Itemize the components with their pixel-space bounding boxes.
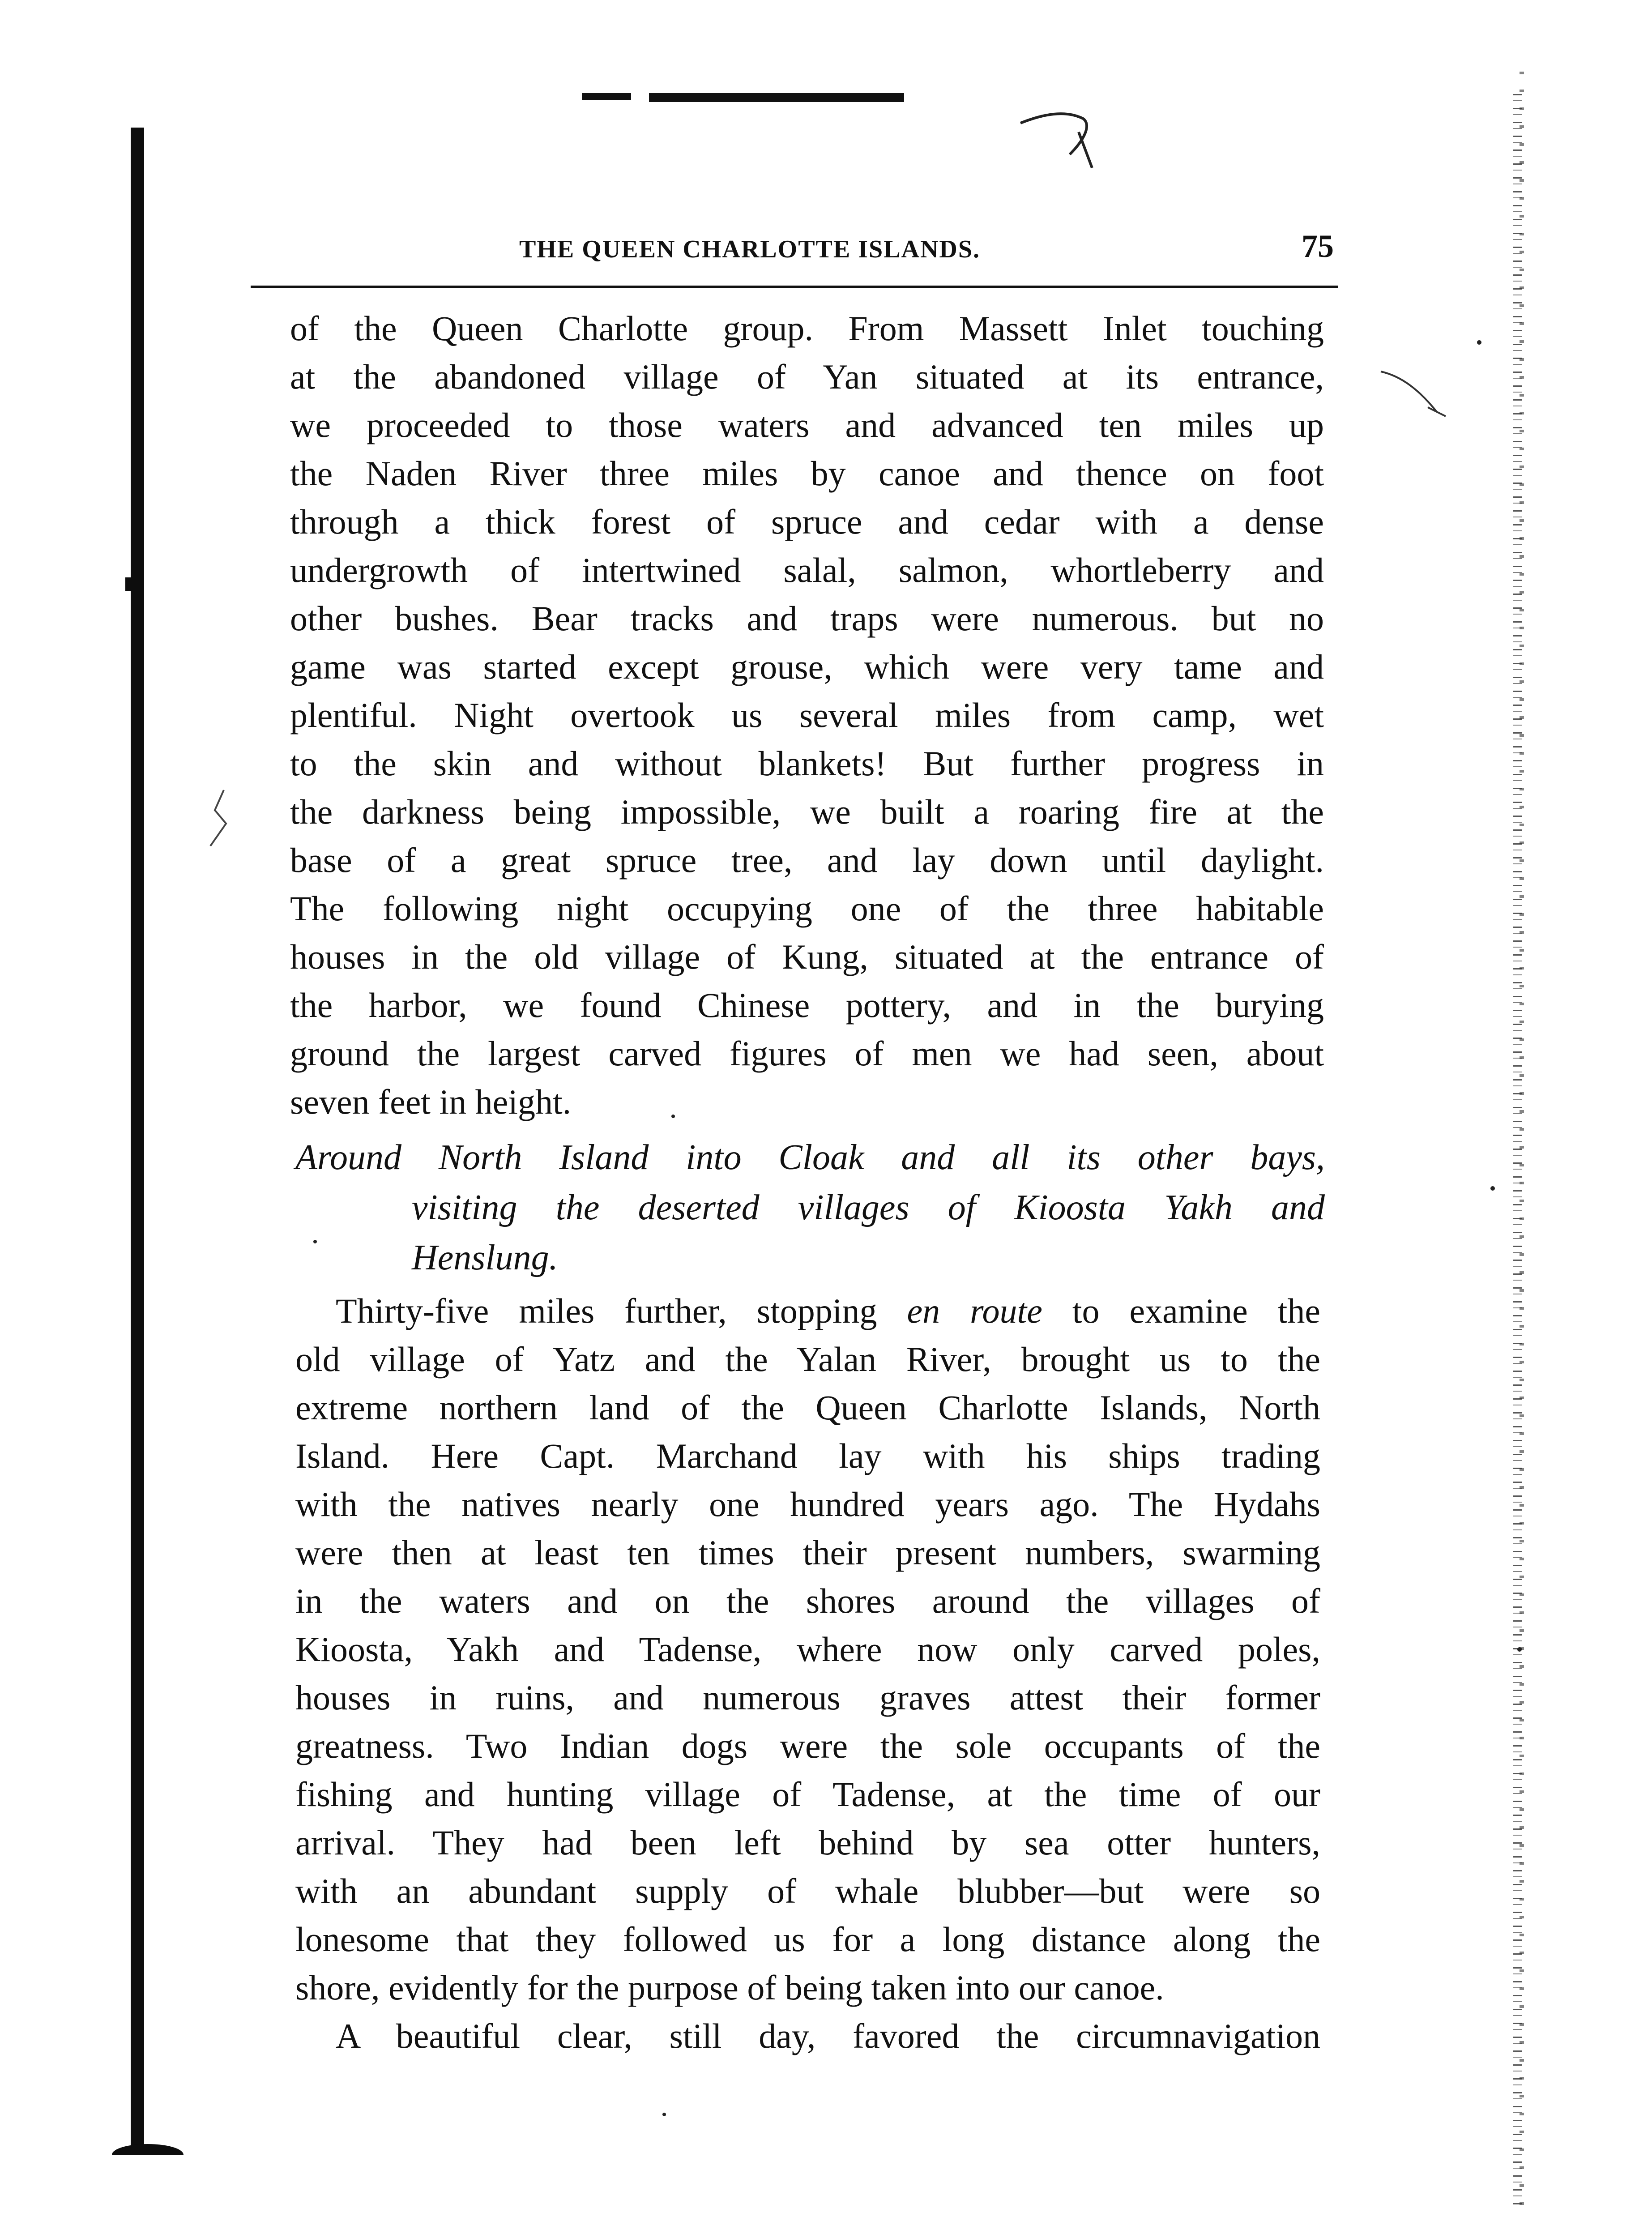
italic-phrase: en route	[907, 1291, 1042, 1330]
running-head	[251, 228, 1334, 275]
text-line: arrival. They had been left behind by sea otter hunters,	[295, 1823, 1320, 1862]
running-head-title: THE QUEEN CHARLOTTE ISLANDS.	[519, 235, 981, 263]
section-heading	[295, 1132, 1325, 1283]
text-line: base of a great spruce tree, and lay down until daylight.	[290, 841, 1324, 880]
text-run: Thirty-five miles further, stopping	[336, 1291, 907, 1330]
text-line: houses in the old village of Kung, situated at the entrance of	[290, 937, 1324, 976]
header-rule	[251, 286, 1338, 288]
text-line: fishing and hunting village of Tadense, at the time of our	[295, 1775, 1320, 1814]
top-printer-mark-right	[649, 93, 904, 102]
dust-speck	[1517, 1647, 1522, 1652]
binding-edge-foot	[112, 2144, 184, 2155]
text-line: extreme northern land of the Queen Charlotte Islands, North	[295, 1388, 1320, 1427]
text-line: old village of Yatz and the Yalan River, brought us to the	[295, 1340, 1320, 1379]
section-heading-line: Around North Island into Cloak and all its other bays,	[295, 1138, 1325, 1177]
text-line: Kioosta, Yakh and Tadense, where now only carved poles,	[295, 1630, 1320, 1669]
text-line: game was started except grouse, which were very tame and	[290, 647, 1324, 686]
text-line: seven feet in height.	[290, 1082, 572, 1121]
dust-speck	[1490, 1186, 1495, 1191]
text-run: to examine the	[1042, 1291, 1320, 1330]
text-line: to the skin and without blankets! But further progress in	[290, 744, 1324, 783]
pen-scribble-mark	[1016, 105, 1114, 172]
top-printer-mark-left	[582, 93, 631, 100]
page-number: 75	[1302, 228, 1334, 264]
text-line: ground the largest carved figures of men we had seen, about	[290, 1034, 1324, 1073]
text-line: greatness. Two Indian dogs were the sole occupants of the	[295, 1726, 1320, 1765]
text-line: Island. Here Capt. Marchand lay with his ships trading	[295, 1436, 1320, 1475]
section-heading-line: visiting the deserted villages of Kioosta Yakh and	[412, 1188, 1325, 1227]
text-line: were then at least ten times their present numbers, swarming	[295, 1533, 1320, 1572]
text-line: in the waters and on the shores around the villages of	[295, 1581, 1320, 1620]
text-line: houses in ruins, and numerous graves attest their former	[295, 1678, 1320, 1717]
margin-tick-mark	[1379, 363, 1450, 434]
text-line: the Naden River three miles by canoe and thence on foot	[290, 454, 1324, 493]
text-line: The following night occupying one of the three habitable	[290, 889, 1324, 928]
text-line: plentiful. Night overtook us several miles from camp, wet	[290, 696, 1324, 735]
text-line: at the abandoned village of Yan situated at its entrance,	[290, 357, 1324, 396]
margin-bracket-mark	[206, 788, 233, 850]
text-line: shore, evidently for the purpose of being taken into our canoe.	[295, 1968, 1164, 2007]
text-line: lonesome that they followed us for a long distance along the	[295, 1920, 1320, 1959]
text-line: other bushes. Bear tracks and traps were numerous. but no	[290, 599, 1324, 638]
text-line: with the natives nearly one hundred years ago. The Hydahs	[295, 1485, 1320, 1524]
section-heading-line: Henslung.	[412, 1238, 558, 1277]
dust-speck	[1477, 340, 1481, 345]
text-line: the darkness being impossible, we built a roaring fire at the	[290, 792, 1324, 831]
paragraph-3-line: A beautiful clear, still day, favored the circumnavigation	[336, 2016, 1320, 2055]
right-page-edge-specks	[1520, 72, 1524, 2211]
paragraph-1	[290, 304, 1324, 1126]
text-line: the harbor, we found Chinese pottery, and in the burying	[290, 986, 1324, 1025]
text-line: undergrowth of intertwined salal, salmon, whortleberry and	[290, 551, 1324, 589]
text-line: we proceeded to those waters and advanced ten miles up	[290, 406, 1324, 444]
binding-edge-notch	[125, 577, 137, 591]
binding-edge-bar	[131, 128, 144, 2151]
text-line: of the Queen Charlotte group. From Massett Inlet touching	[290, 309, 1324, 348]
text-line: with an abundant supply of whale blubber—but were so	[295, 1871, 1320, 1910]
paragraph-2	[295, 1287, 1320, 2060]
text-line	[295, 1287, 1320, 1335]
text-line: through a thick forest of spruce and cedar with a dense	[290, 502, 1324, 541]
dust-speck	[662, 2113, 666, 2116]
